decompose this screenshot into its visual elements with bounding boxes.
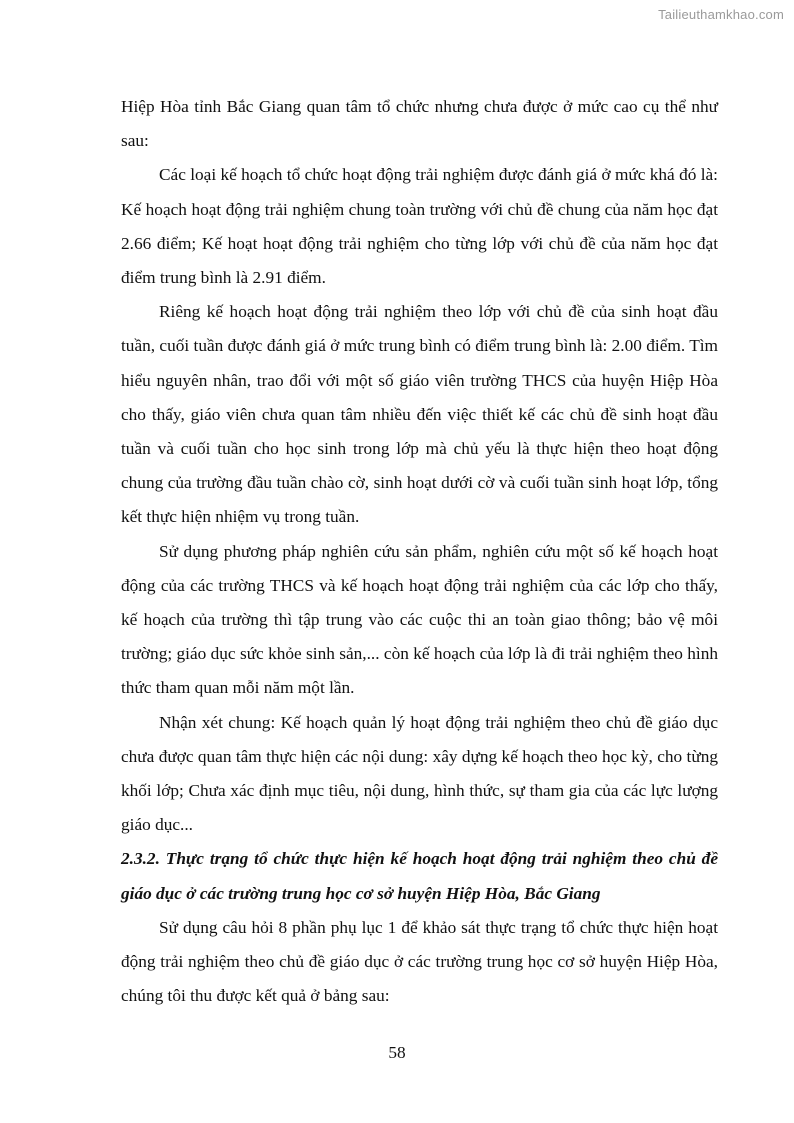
section-heading-2-3-2: 2.3.2. Thực trạng tổ chức thực hiện kế hoạch hoạt động trải nghiệm theo chủ đề giáo dục ở các trường trung học cơ sở huyện Hiệp Hòa, Bắc Giang xyxy=(121,849,718,903)
document-body xyxy=(121,90,718,1013)
paragraph-weekly-plan: Riêng kế hoạch hoạt động trải nghiệm theo lớp với chủ đề của sinh hoạt đầu tuần, cuối tuần được đánh giá ở mức trung bình có điểm trung bình là: 2.00 điểm. Tìm hiểu nguyên nhân, trao đổi với một số giáo viên trường THCS của huyện Hiệp Hòa cho thấy, giáo viên chưa quan tâm nhiều đến việc thiết kế các chủ đề sinh hoạt đầu tuần và cuối tuần cho học sinh trong lớp mà chủ yếu là thực hiện theo hoạt động chung của trường đầu tuần chào cờ, sinh hoạt dưới cờ và cuối tuần sinh hoạt lớp, tổng kết thực hiện nhiệm vụ trong tuần. xyxy=(121,302,718,527)
paragraph-plan-types: Các loại kế hoạch tổ chức hoạt động trải nghiệm được đánh giá ở mức khá đó là: Kế hoạch hoạt động trải nghiệm chung toàn trường với chủ đề chung của năm học đạt 2.66 điểm; Kế hoạt hoạt động trải nghiệm cho từng lớp với chủ đề của năm học đạt điểm trung bình là 2.91 điểm. xyxy=(121,165,718,288)
page-number: 58 xyxy=(388,1043,406,1062)
watermark: Tailieuthamkhao.com xyxy=(658,7,784,22)
paragraph-continuation: Hiệp Hòa tỉnh Bắc Giang quan tâm tổ chức nhưng chưa được ở mức cao cụ thể như sau: xyxy=(121,97,718,151)
paragraph-survey-intro: Sử dụng câu hỏi 8 phần phụ lục 1 để khảo sát thực trạng tổ chức thực hiện hoạt động trải nghiệm theo chủ đề giáo dục ở các trường trung học cơ sở huyện Hiệp Hòa, chúng tôi thu được kết quả ở bảng sau: xyxy=(121,917,718,1006)
paragraph-general-remarks: Nhận xét chung: Kế hoạch quản lý hoạt động trải nghiệm theo chủ đề giáo dục chưa được quan tâm thực hiện các nội dung: xây dựng kế hoạch theo học kỳ, cho từng khối lớp; Chưa xác định mục tiêu, nội dung, hình thức, sự tham gia của các lực lượng giáo dục... xyxy=(121,712,718,835)
paragraph-product-research: Sử dụng phương pháp nghiên cứu sản phẩm, nghiên cứu một số kế hoạch hoạt động của các trường THCS và kế hoạch hoạt động trải nghiệm của các lớp cho thấy, kế hoạch của trường thì tập trung vào các cuộc thi an toàn giao thông; bảo vệ môi trường; giáo dục sức khỏe sinh sản,... còn kế hoạch của lớp là đi trải nghiệm theo hình thức tham quan mỗi năm một lần. xyxy=(121,541,718,698)
